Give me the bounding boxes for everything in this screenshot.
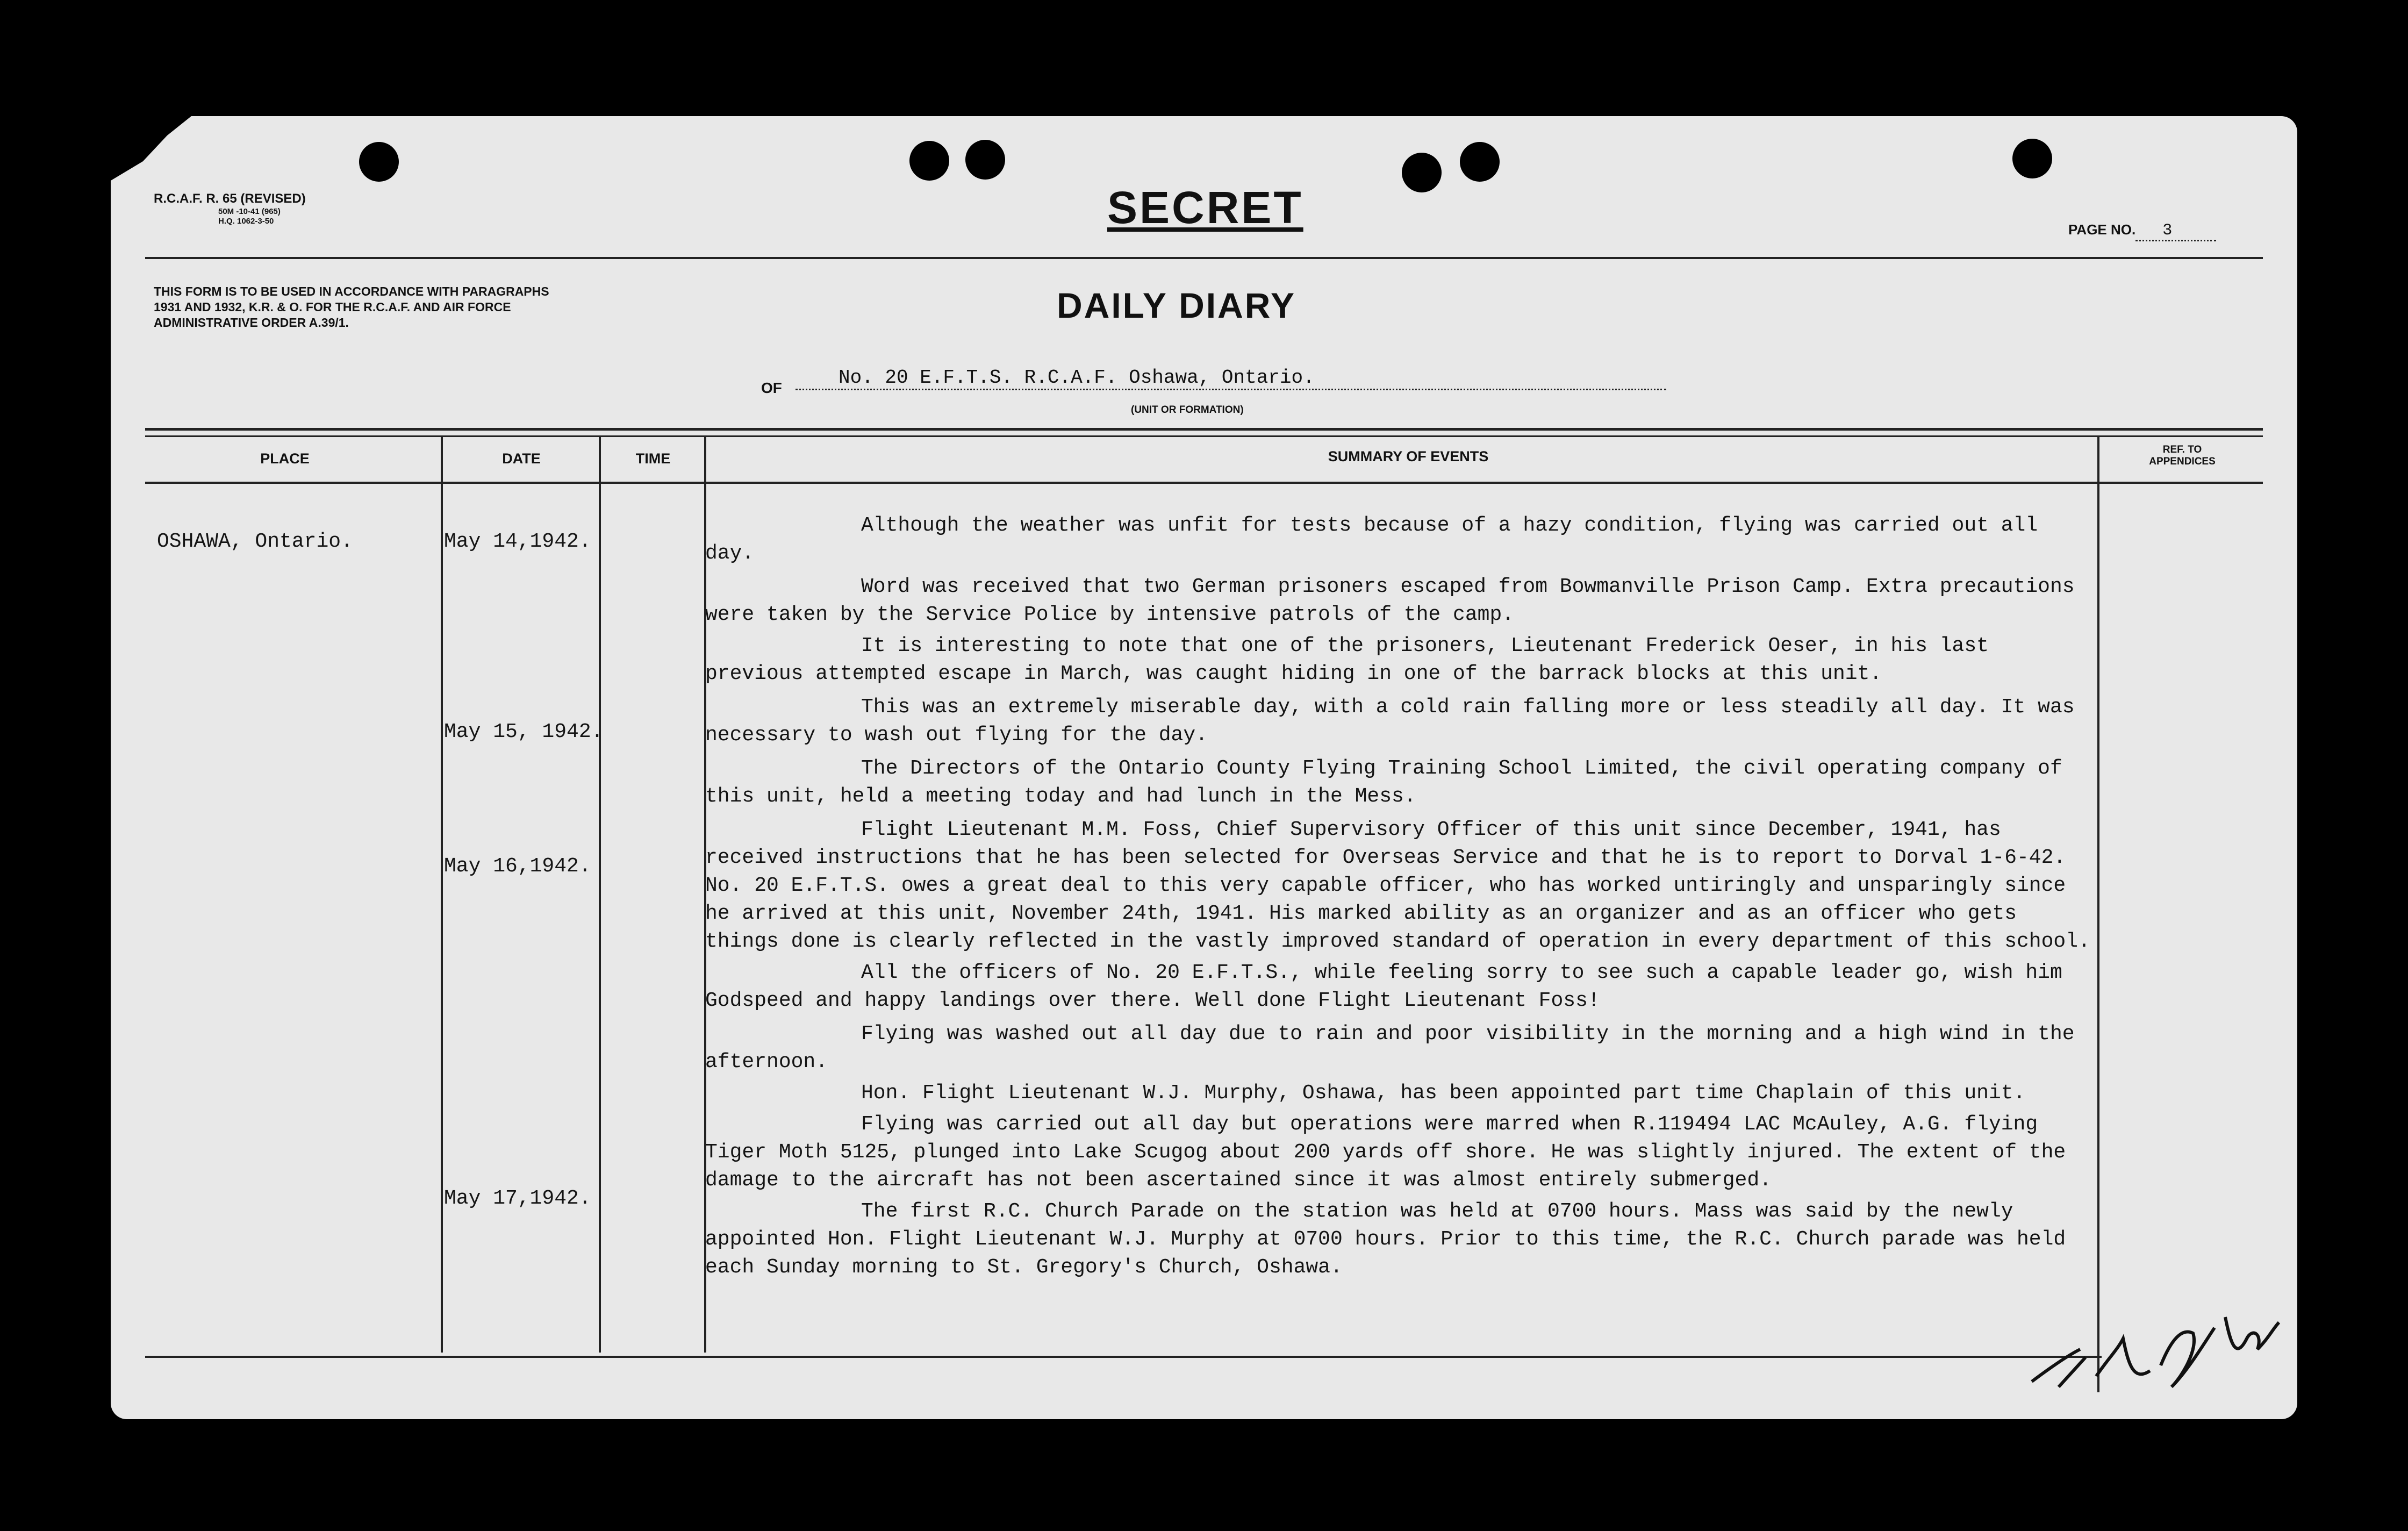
header-bottom-rule [145, 482, 2263, 484]
unit-caption: (UNIT OR FORMATION) [1131, 404, 1244, 416]
event-entry: The Directors of the Ontario County Flying Training School Limited, the civil operating company of this unit, held a meeting today and had lunch in the Mess. [705, 757, 2062, 808]
event-entry: Flight Lieutenant M.M. Foss, Chief Supervisory Officer of this unit since December, 1941, has received instructions that he has been selected for Overseas Service and that he is to report to Dorval 1-6-42. No. 20 E.F.T.S. owes a great deal to this very capable officer, who has worked untiringly and unsparingly since he arrived at this unit, November 24th, 1941. His marked ability as an organizer and as an officer who gets things done is clearly reflected in the vastly improved standard of operation in every department of this school. [705, 818, 2090, 953]
table-bottom-rule [145, 1356, 2102, 1358]
column-divider [2097, 435, 2099, 1392]
column-header-time: TIME [635, 450, 671, 467]
form-instructions: THIS FORM IS TO BE USED IN ACCORDANCE WITH PARAGRAPHS 1931 AND 1932, K.R. & O. FOR THE R.C.A.F. AND AIR FORCE ADMINISTRATIVE ORDER A.39/1. [154, 284, 549, 330]
of-label: OF [761, 380, 782, 396]
column-header-place: PLACE [260, 450, 310, 467]
print-code: H.Q. 1062-3-50 [218, 216, 274, 226]
event-entry: This was an extremely miserable day, with a cold rain falling more or less steadily all day. It was necessary to wash out flying for the day. [705, 696, 2075, 747]
print-code: 50M -10-41 (965) [218, 206, 281, 216]
punch-hole [1402, 153, 1442, 192]
punch-hole [359, 142, 399, 182]
page-number: 3 [2135, 221, 2216, 241]
security-classification: SECRET [1107, 182, 1303, 233]
unit-name: No. 20 E.F.T.S. R.C.A.F. Oshawa, Ontario. [796, 367, 1666, 390]
column-header-summary: SUMMARY OF EVENTS [1328, 448, 1489, 464]
page-number-field [2068, 221, 2216, 241]
summary-of-events [705, 512, 2097, 1287]
punch-hole [909, 141, 949, 181]
page-title: DAILY DIARY [1057, 285, 1296, 325]
ref-label-line: APPENDICES [2149, 455, 2216, 467]
punch-hole [2012, 139, 2052, 178]
date-cell: May 17,1942. [444, 1187, 591, 1210]
ref-label-line: REF. TO [2162, 444, 2202, 455]
date-cell: May 14,1942. [444, 530, 591, 553]
event-entry: It is interesting to note that one of the prisoners, Lieutenant Frederick Oeser, in his last previous attempted escape in March, was caught hiding in one of the barrack blocks at this unit. [705, 634, 1989, 685]
table-top-rule [145, 435, 2263, 437]
column-header-ref [2107, 444, 2258, 468]
event-entry: Word was received that two German prisoners escaped from Bowmanville Prison Camp. Extra precautions were taken by the Service Police by intensive patrols of the camp. [705, 575, 2075, 626]
event-entry: Hon. Flight Lieutenant W.J. Murphy, Oshawa, has been appointed part time Chaplain of this unit. [861, 1082, 2026, 1105]
date-cell: May 15, 1942. [444, 720, 604, 743]
event-entry: The first R.C. Church Parade on the station was held at 0700 hours. Mass was said by the newly appointed Hon. Flight Lieutenant W.J. Murphy at 0700 hours. Prior to this time, the R.C. Church parade was held each Sunday morning to St. Gregory's Church, Oshawa. [705, 1200, 2066, 1279]
table-top-rule [145, 428, 2263, 431]
column-header-date: DATE [502, 450, 541, 467]
form-number: R.C.A.F. R. 65 (REVISED) [154, 191, 306, 206]
handwritten-signature [2021, 1306, 2290, 1392]
event-entry: All the officers of No. 20 E.F.T.S., while feeling sorry to see such a capable leader go, wish him Godspeed and happy landings over there. Well done Flight Lieutenant Foss! [705, 961, 2062, 1012]
event-entry: Flying was washed out all day due to rain and poor visibility in the morning and a high wind in the afternoon. [705, 1022, 2075, 1074]
punch-hole [1460, 142, 1500, 182]
event-entry: Although the weather was unfit for tests because of a hazy condition, flying was carried out all day. [705, 514, 2038, 565]
page-label: PAGE NO. [2068, 221, 2136, 238]
form-identifier [154, 191, 379, 226]
place-cell: OSHAWA, Ontario. [157, 530, 353, 553]
event-entry: Flying was carried out all day but operations were marred when R.119494 LAC McAuley, A.G. flying Tiger Moth 5125, plunged into Lake Scugog about 200 yards off shore. He was slightly injured. The extent of the damage to the aircraft has not been ascertained since it was almost entirely submerged. [705, 1113, 2066, 1192]
header-rule [145, 257, 2263, 259]
column-divider [441, 435, 443, 1353]
date-cell: May 16,1942. [444, 855, 591, 878]
column-divider [599, 435, 601, 1353]
punch-hole [965, 140, 1005, 180]
